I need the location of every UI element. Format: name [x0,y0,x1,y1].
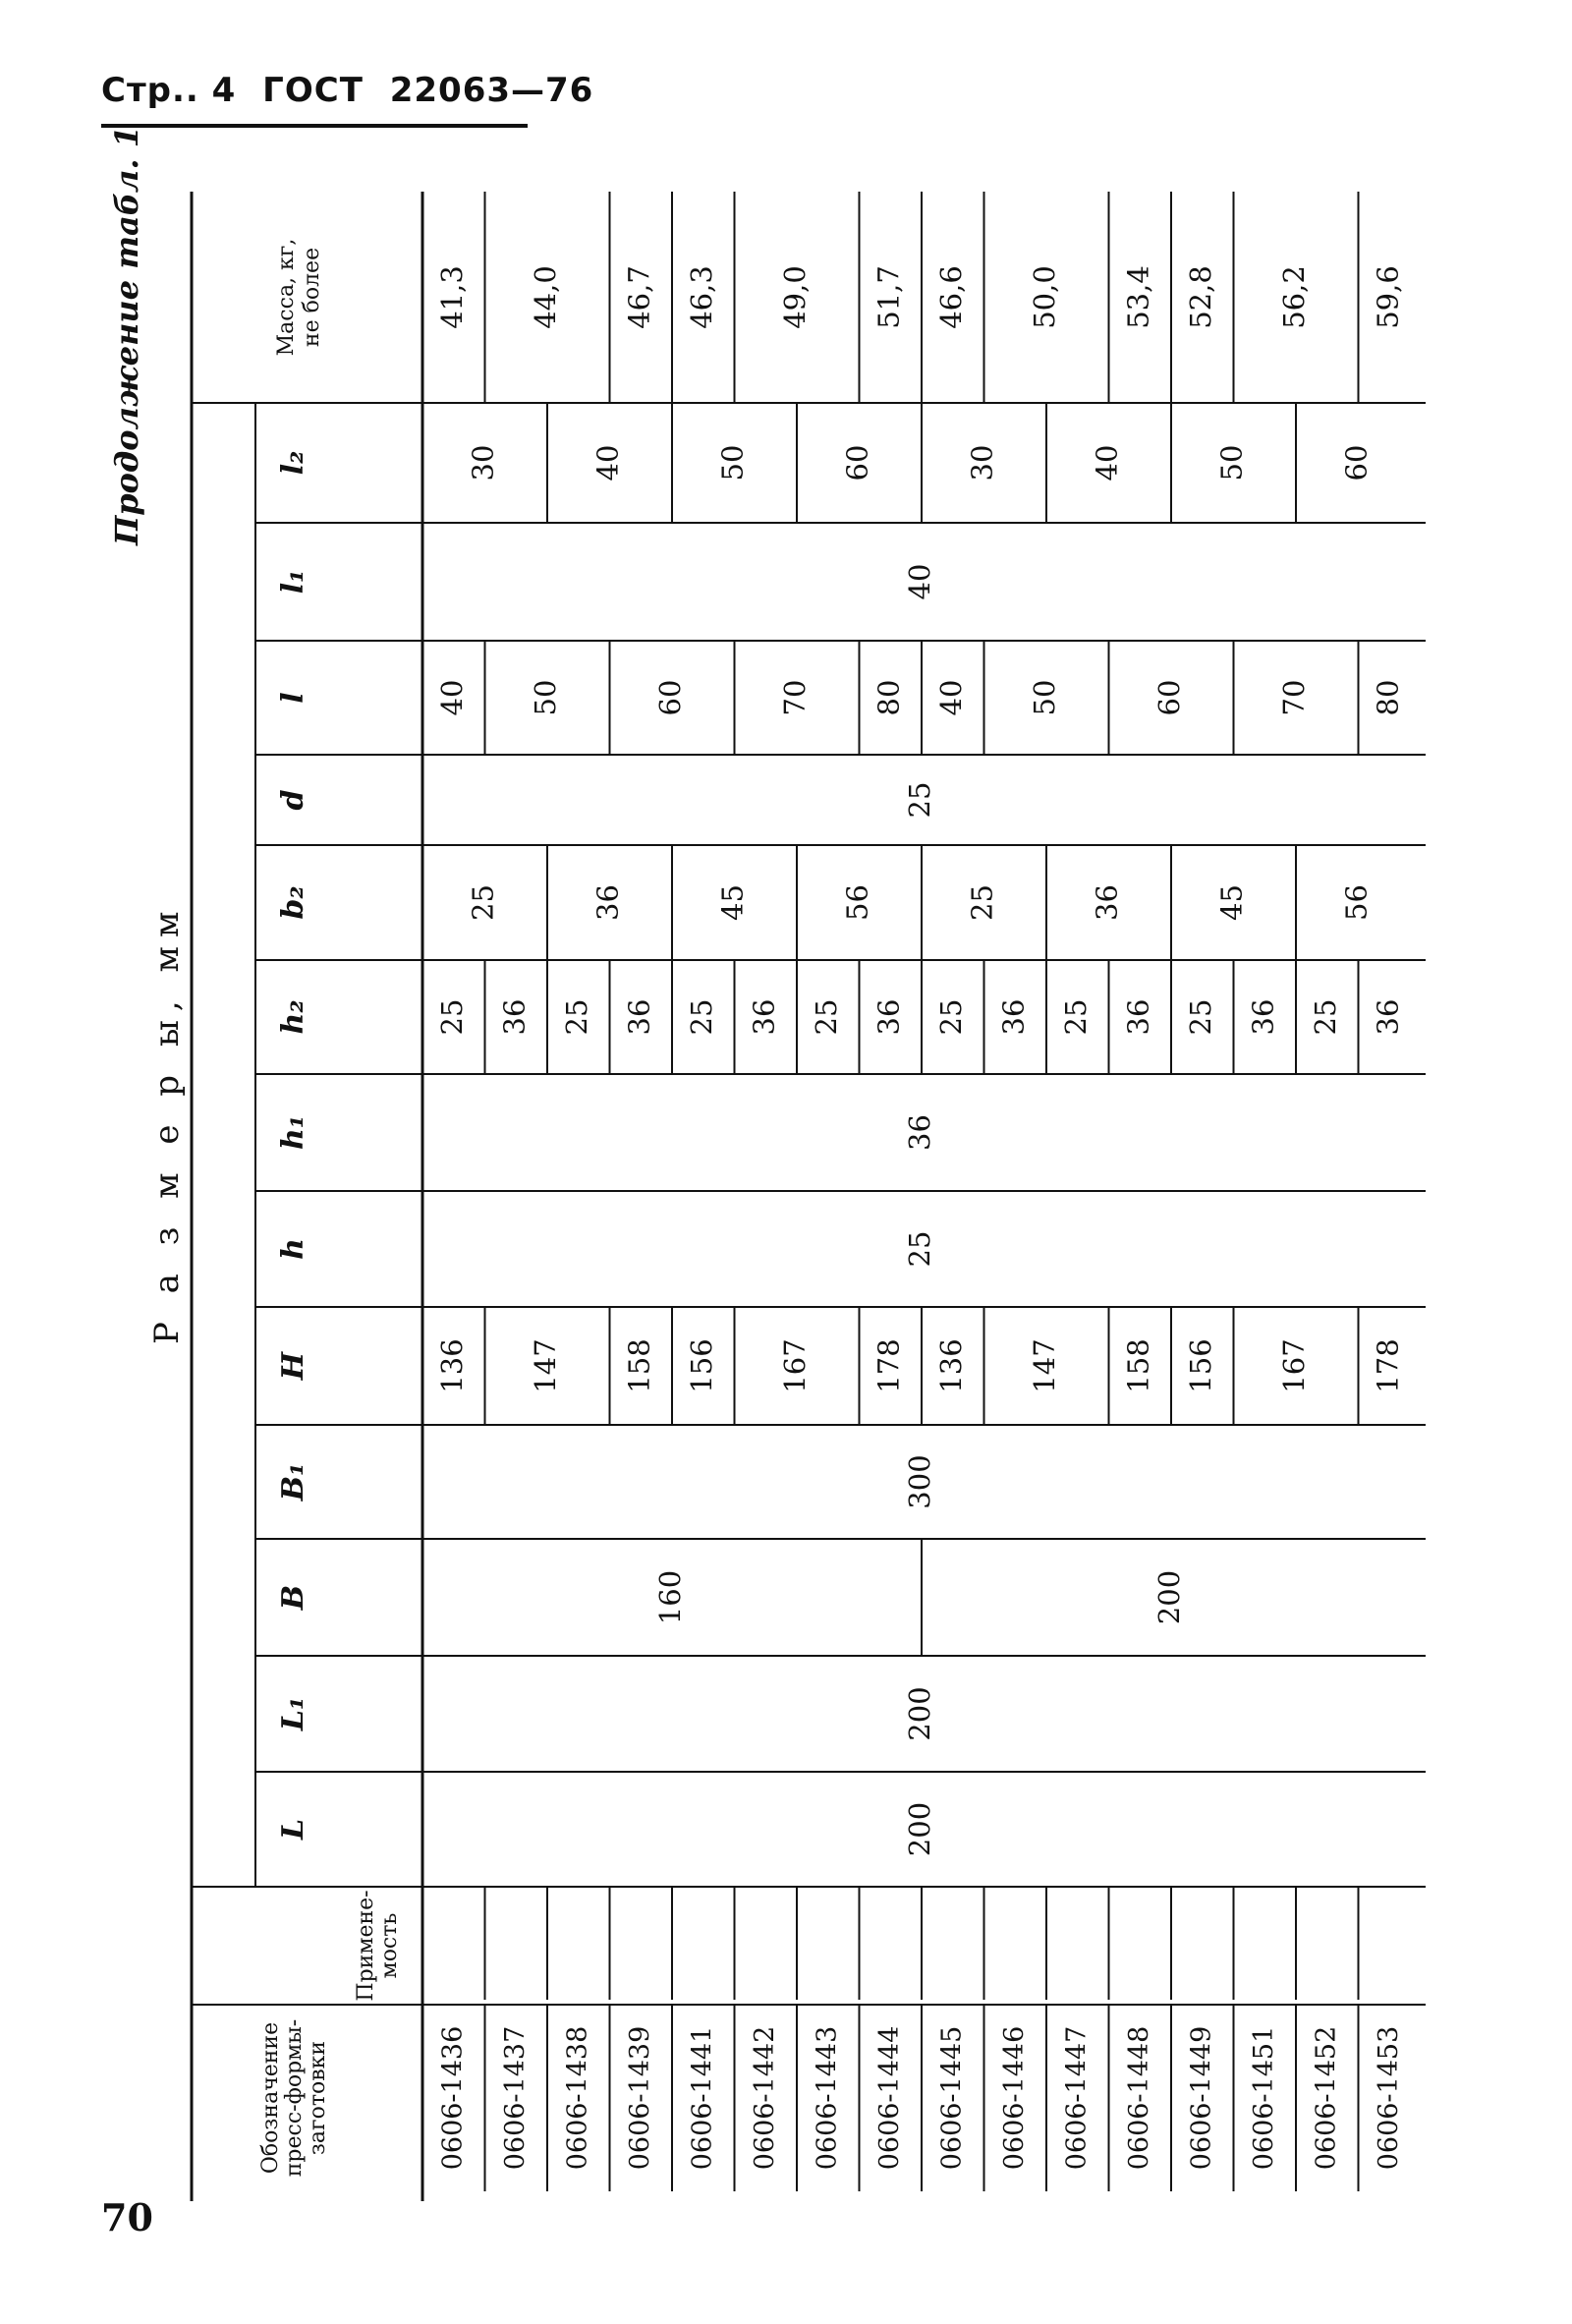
h2-value-10: 25 [1058,998,1093,1036]
b2-value-5: 36 [1090,884,1124,921]
b2-value-4: 25 [965,884,999,921]
designation-0: 0606-1436 [437,2025,469,2171]
l-value-5: 40 [933,679,968,716]
col-header-h1: h₁ [276,1115,310,1150]
H-value-0: 136 [434,1338,469,1393]
designation-9: 0606-1446 [998,2025,1030,2171]
mass-value-2: 46,7 [622,265,656,329]
H-value-9: 156 [1183,1338,1217,1393]
mass-value-5: 51,7 [871,265,906,329]
col-header-mass-line-1: не более [300,247,324,348]
h2-value-13: 36 [1246,998,1280,1036]
col-header-designation-line-1: пресс-формы- [282,2018,307,2178]
l-value-9: 80 [1371,679,1405,716]
mass-value-3: 46,3 [684,265,718,329]
col-header-designation-line-0: Обозначение [258,2021,283,2175]
mass-value-8: 53,4 [1121,265,1155,329]
b2-value-7: 56 [1339,884,1374,921]
col-header-B: B [276,1584,310,1611]
designation-10: 0606-1447 [1061,2025,1093,2171]
h2-value-6: 25 [809,998,843,1036]
standard-label: ГОСТ [262,71,364,110]
designation-15: 0606-1453 [1373,2025,1404,2171]
l2-value-4: 30 [965,444,999,482]
mass-value-10: 56,2 [1277,265,1311,329]
designation-7: 0606-1444 [873,2025,905,2171]
col-header-h: h [276,1238,310,1260]
H-value-6: 136 [933,1338,968,1393]
col-header-b2: b₂ [276,885,310,920]
designation-4: 0606-1441 [687,2025,718,2171]
H-value-10: 167 [1277,1338,1311,1393]
H-value-5: 178 [871,1338,906,1393]
h2-value-7: 36 [871,998,906,1036]
sizes-group-header: Р а з м е р ы, мм [147,902,187,1344]
mass-value-11: 59,6 [1371,265,1405,329]
standard-code: 22063—76 [389,71,594,110]
h2-value-11: 36 [1121,998,1155,1036]
designation-2: 0606-1438 [562,2025,593,2171]
b2-value-1: 36 [590,884,625,921]
h2-value-15: 36 [1371,998,1405,1036]
l-value-1: 50 [529,679,562,716]
l-value-2: 60 [653,679,687,716]
l2-value-0: 30 [466,444,500,482]
b2-value-6: 45 [1214,884,1249,921]
l-value-4: 80 [871,679,906,716]
H-value-1: 147 [529,1338,562,1393]
h2-value-14: 25 [1308,998,1342,1036]
page-ref: Стр.. 4 [101,71,237,110]
col-header-L1: L₁ [276,1696,310,1731]
designation-11: 0606-1448 [1123,2025,1154,2171]
designation-13: 0606-1451 [1248,2025,1279,2171]
L-value: 200 [903,1801,936,1857]
page-number: 70 [101,2195,153,2239]
l2-value-1: 40 [590,444,625,482]
l-value-8: 70 [1277,679,1311,716]
H-value-7: 147 [1028,1338,1061,1393]
col-header-designation-line-2: заготовки [306,2040,330,2156]
h2-value-9: 36 [996,998,1031,1036]
h2-value-1: 36 [497,998,532,1036]
mass-value-7: 50,0 [1028,265,1061,329]
h2-value-0: 25 [434,998,469,1036]
col-header-l: l [276,692,310,704]
designation-14: 0606-1452 [1311,2025,1342,2171]
designation-8: 0606-1445 [936,2025,968,2171]
designation-5: 0606-1442 [749,2025,780,2171]
H-value-2: 158 [622,1338,656,1393]
b2-value-0: 25 [466,884,500,921]
h2-value-4: 25 [684,998,718,1036]
h2-value-5: 36 [747,998,781,1036]
designation-6: 0606-1443 [812,2025,843,2171]
designation-12: 0606-1449 [1186,2025,1217,2171]
l-value-7: 60 [1152,679,1186,716]
l-value-6: 50 [1028,679,1061,716]
l2-value-7: 60 [1339,444,1374,482]
continuation-title: Продолжение табл. 1 [108,126,145,545]
mass-value-4: 49,0 [778,265,812,329]
h-value: 25 [903,1230,936,1268]
L1-value: 200 [903,1686,936,1741]
l1-value: 40 [903,563,936,600]
col-header-H: H [276,1351,310,1381]
col-header-B1: B₁ [276,1462,310,1502]
col-header-usage-line-1: мость [377,1912,402,1979]
l2-value-5: 40 [1090,444,1124,482]
d-value: 25 [903,781,936,819]
h2-value-2: 25 [559,998,593,1036]
H-value-4: 167 [778,1338,812,1393]
col-header-usage-line-0: Примене- [354,1890,378,2002]
col-header-l1: l₁ [276,569,310,595]
B-value-1: 200 [1152,1569,1186,1625]
B-value-0: 160 [653,1569,687,1625]
mass-value-0: 41,3 [434,265,469,329]
b2-value-3: 56 [840,884,874,921]
l-value-3: 70 [778,679,812,716]
mass-value-1: 44,0 [529,265,562,329]
col-header-d: d [276,789,310,811]
l2-value-6: 50 [1214,444,1249,482]
col-header-L: L [276,1818,310,1841]
col-header-mass-line-0: Масса, кг, [274,238,299,357]
h2-value-3: 36 [622,998,656,1036]
l2-value-2: 50 [715,444,750,482]
mass-value-9: 52,8 [1183,265,1217,329]
l-value-0: 40 [434,679,469,716]
H-value-8: 158 [1121,1338,1155,1393]
B1-value: 300 [903,1454,936,1509]
col-header-h2: h₂ [276,999,310,1035]
h2-value-8: 25 [933,998,968,1036]
h1-value: 36 [903,1114,936,1151]
H-value-3: 156 [684,1338,718,1393]
designation-3: 0606-1439 [624,2025,655,2171]
h2-value-12: 25 [1183,998,1217,1036]
l2-value-3: 60 [840,444,874,482]
H-value-11: 178 [1371,1338,1405,1393]
designation-1: 0606-1437 [499,2025,531,2171]
mass-value-6: 46,6 [933,265,968,329]
col-header-l2: l₂ [276,450,310,476]
b2-value-2: 45 [715,884,750,921]
